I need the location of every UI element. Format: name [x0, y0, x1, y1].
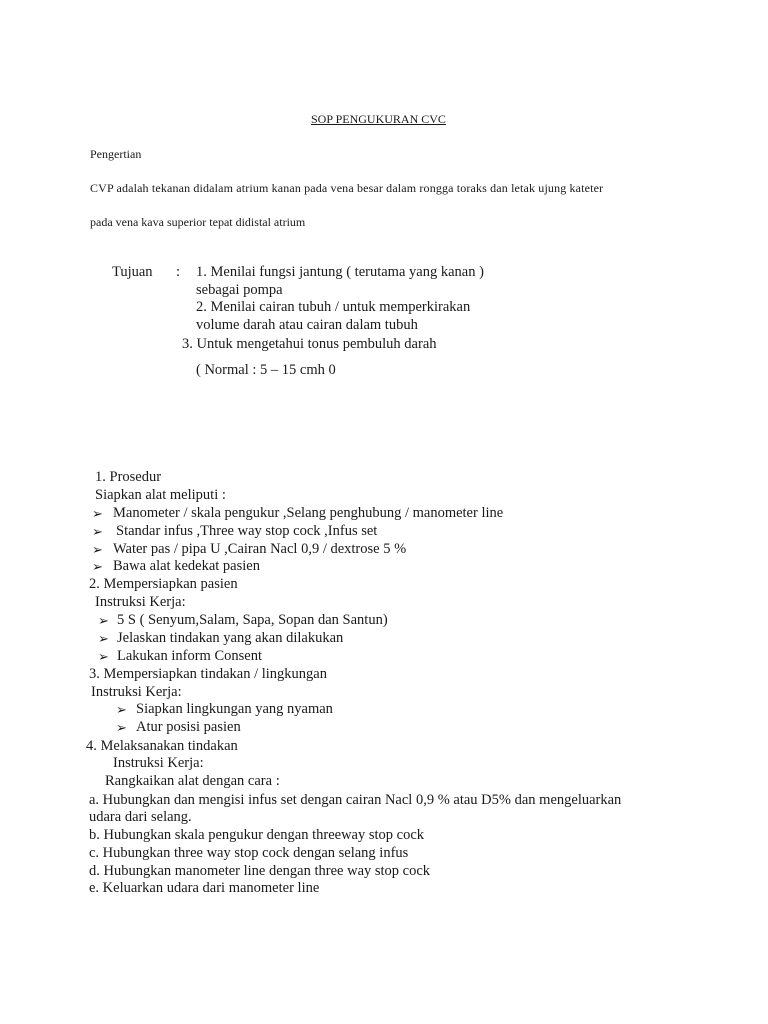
step-4-item-d: d. Hubungkan manometer line dengan three way stop cock [89, 863, 431, 879]
step-4-item-a-cont: udara dari selang. [89, 809, 192, 825]
list-item: Siapkan lingkungan yang nyaman [136, 701, 333, 717]
definition-line-1: CVP adalah tekanan didalam atrium kanan pada vena besar dalam rongga toraks dan letak ujung kateter [90, 181, 604, 195]
tujuan-colon: : [176, 264, 181, 280]
arrow-bullet-icon: ➢ [92, 506, 103, 521]
arrow-bullet-icon: ➢ [98, 631, 109, 646]
step-4-item-c: c. Hubungkan three way stop cock dengan selang infus [89, 845, 409, 861]
step-4-item-e: e. Keluarkan udara dari manometer line [89, 880, 320, 896]
arrow-bullet-icon: ➢ [92, 559, 103, 574]
tujuan-item-3: 3. Untuk mengetahui tonus pembuluh darah [182, 336, 437, 352]
document-title: SOP PENGUKURAN CVC [311, 112, 446, 126]
prosedur-intro: Siapkan alat meliputi : [95, 487, 226, 503]
prosedur-heading: 1. Prosedur [95, 469, 162, 485]
list-item: Bawa alat kedekat pasien [113, 558, 260, 574]
step-4-intro: Rangkaikan alat dengan cara : [105, 773, 280, 789]
tujuan-label: Tujuan [112, 264, 153, 280]
definition-line-2: pada vena kava superior tepat didistal atrium [90, 215, 306, 229]
list-item: Standar infus ,Three way stop cock ,Infus set [116, 523, 378, 539]
arrow-bullet-icon: ➢ [92, 524, 103, 539]
step-3-sub: Instruksi Kerja: [91, 684, 182, 700]
list-item: Lakukan inform Consent [117, 648, 262, 664]
step-3-heading: 3. Mempersiapkan tindakan / lingkungan [89, 666, 327, 682]
pengertian-heading: Pengertian [90, 147, 142, 161]
arrow-bullet-icon: ➢ [116, 720, 127, 735]
tujuan-item-3-cont: ( Normal : 5 – 15 cmh 0 [196, 362, 336, 378]
list-item: Manometer / skala pengukur ,Selang penghubung / manometer line [113, 505, 504, 521]
arrow-bullet-icon: ➢ [116, 702, 127, 717]
list-item: Jelaskan tindakan yang akan dilakukan [117, 630, 344, 646]
step-4-sub: Instruksi Kerja: [113, 755, 204, 771]
step-4-item-b: b. Hubungkan skala pengukur dengan threeway stop cock [89, 827, 425, 843]
step-2-heading: 2. Mempersiapkan pasien [89, 576, 238, 592]
tujuan-item-2: 2. Menilai cairan tubuh / untuk memperkirakan [196, 299, 471, 315]
list-item: Atur posisi pasien [136, 719, 241, 735]
arrow-bullet-icon: ➢ [98, 649, 109, 664]
tujuan-item-1: 1. Menilai fungsi jantung ( terutama yang kanan ) [196, 264, 484, 280]
list-item: Water pas / pipa U ,Cairan Nacl 0,9 / dextrose 5 % [113, 541, 407, 557]
tujuan-item-1-cont: sebagai pompa [196, 282, 283, 298]
step-2-sub: Instruksi Kerja: [95, 594, 186, 610]
tujuan-item-2-cont: volume darah atau cairan dalam tubuh [196, 317, 418, 333]
list-item: 5 S ( Senyum,Salam, Sapa, Sopan dan Santun) [117, 612, 388, 628]
step-4-heading: 4. Melaksanakan tindakan [86, 738, 238, 754]
arrow-bullet-icon: ➢ [92, 542, 103, 557]
step-4-item-a: a. Hubungkan dan mengisi infus set dengan cairan Nacl 0,9 % atau D5% dan mengeluarkan [89, 792, 622, 808]
arrow-bullet-icon: ➢ [98, 613, 109, 628]
